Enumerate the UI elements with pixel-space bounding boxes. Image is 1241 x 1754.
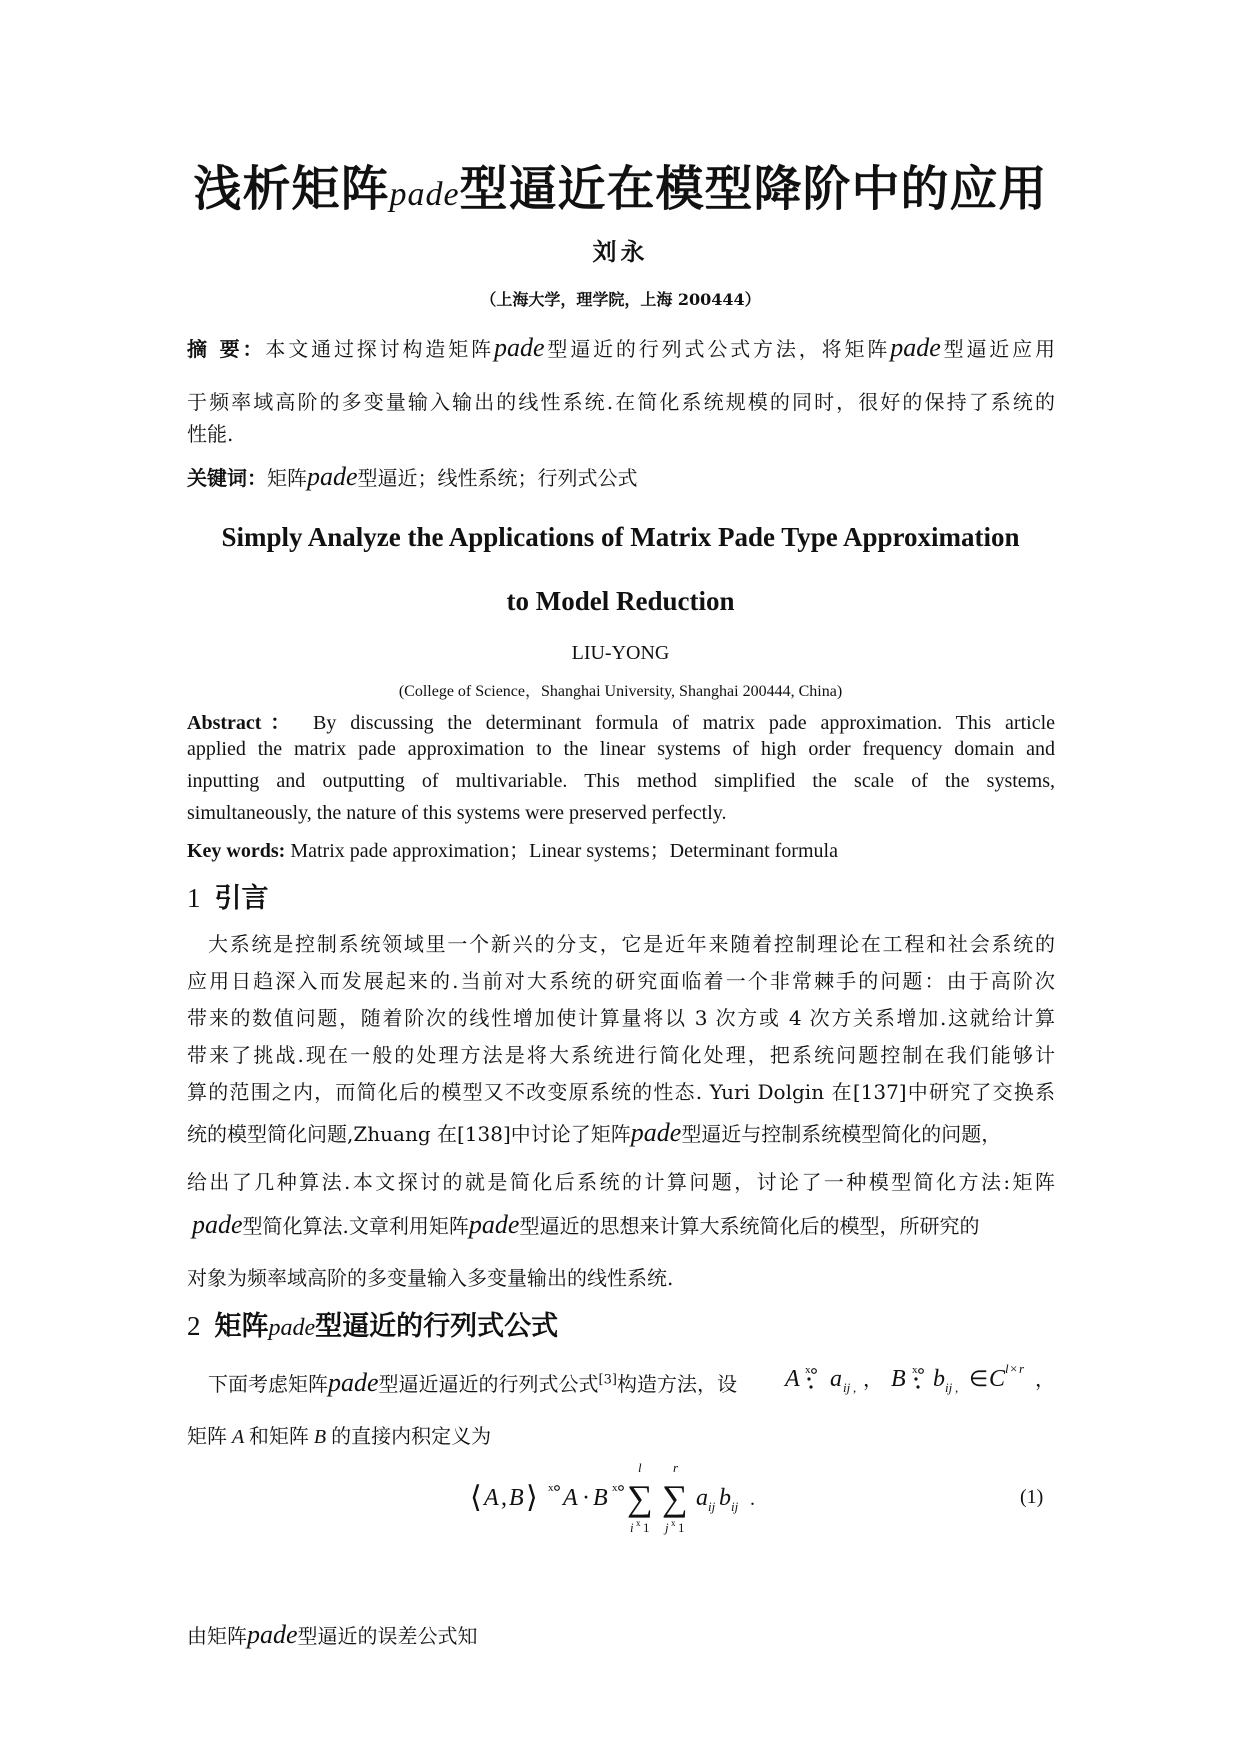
abstract-en-line4: simultaneously, the nature of this systems were preserved perfectly. bbox=[187, 802, 727, 824]
title-part2: 型逼近在模型降阶中的应用 bbox=[459, 161, 1048, 217]
section-title: 型逼近的行列式公式 bbox=[315, 1311, 559, 1342]
svg-text:，: ， bbox=[863, 1369, 883, 1391]
section1-line4: 带来了挑战.现在一般的处理方法是将大系统进行简化处理，把系统问题控制在我们能够计 bbox=[187, 1043, 1055, 1067]
section2-text: 的直接内积定义为 bbox=[331, 1424, 492, 1448]
svg-text:x: x bbox=[671, 1518, 676, 1528]
section1-text: 型简化算法.文章利用矩阵 bbox=[242, 1214, 469, 1238]
section1-line9: 对象为频率域高阶的多变量输入多变量输出的线性系统. bbox=[187, 1266, 674, 1290]
svg-text:.: . bbox=[750, 1488, 755, 1510]
section-1-heading bbox=[187, 876, 269, 915]
svg-text:B: B bbox=[593, 1485, 608, 1511]
svg-text:,: , bbox=[955, 1380, 959, 1395]
section2-text: 由矩阵 bbox=[187, 1624, 247, 1648]
abstract-cn-line1 bbox=[187, 333, 1055, 363]
paper-title-en-line1: Simply Analyze the Applications of Matrix Pade Type Approximation bbox=[221, 522, 1020, 552]
abstract-cn-line2: 于频率域高阶的多变量输入输出的线性系统.在简化系统规模的同时，很好的保持了系统的 bbox=[187, 390, 1055, 414]
svg-text:C: C bbox=[989, 1366, 1006, 1392]
svg-text:∈: ∈ bbox=[969, 1366, 989, 1391]
svg-text:ij: ij bbox=[945, 1380, 953, 1395]
pade-term: pade bbox=[268, 1315, 316, 1341]
svg-text:,: , bbox=[853, 1380, 857, 1395]
pade-term: pade bbox=[192, 1210, 243, 1239]
svg-text:x: x bbox=[805, 1364, 811, 1376]
paper-title-cn bbox=[0, 150, 1241, 219]
keywords-cn-text: 型逼近；线性系统；行列式公式 bbox=[357, 466, 638, 490]
pade-term: pade bbox=[468, 1210, 520, 1239]
title-italic: pade bbox=[389, 176, 460, 213]
section2-text: 构造方法，设 bbox=[616, 1372, 737, 1396]
keywords-cn-text: 矩阵 bbox=[267, 466, 307, 490]
svg-text:∑: ∑ bbox=[627, 1478, 653, 1518]
svg-text:a: a bbox=[830, 1366, 842, 1392]
section1-line8 bbox=[192, 1210, 979, 1240]
pade-term: pade bbox=[890, 333, 941, 362]
svg-text:B: B bbox=[891, 1366, 906, 1392]
keywords-cn-label: 关键词： bbox=[187, 466, 267, 490]
svg-text:ij: ij bbox=[731, 1499, 739, 1514]
abstract-en-label: Abstract： bbox=[187, 712, 300, 734]
svg-text:,: , bbox=[501, 1485, 507, 1511]
svg-text:1: 1 bbox=[678, 1520, 685, 1535]
svg-text:A: A bbox=[563, 1485, 578, 1511]
equation-number: (1) bbox=[1020, 1486, 1044, 1508]
title-part1: 浅析矩阵 bbox=[193, 161, 390, 217]
keywords-en bbox=[187, 834, 838, 863]
abstract-en-line1 bbox=[187, 706, 1055, 735]
affiliation-cn: （上海大学，理学院，上海 200444） bbox=[480, 290, 761, 309]
svg-text:⟨: ⟨ bbox=[470, 1481, 482, 1514]
affiliation-en: (College of Science，Shanghai University, Shanghai 200444, China) bbox=[398, 683, 843, 700]
inline-matrix-definition bbox=[783, 1356, 1058, 1400]
section1-text: 统的模型简化问题,Zhuang 在[138]中讨论了矩阵 bbox=[187, 1122, 631, 1146]
abstract-cn-line3: 性能. bbox=[187, 422, 234, 446]
section1-text: 型逼近的思想来计算大系统简化后的模型，所研究的 bbox=[519, 1214, 980, 1238]
svg-text:∑: ∑ bbox=[662, 1478, 688, 1518]
symbol-A: A bbox=[227, 1426, 249, 1448]
svg-text:b: b bbox=[719, 1485, 731, 1511]
section2-line3 bbox=[187, 1620, 478, 1650]
keywords-en-text: Matrix pade approximation；Linear systems；Determinant formula bbox=[290, 840, 838, 862]
pade-term: pade bbox=[328, 1368, 379, 1397]
keywords-cn bbox=[187, 462, 638, 492]
section-number: 1 bbox=[187, 883, 201, 913]
svg-text:x: x bbox=[912, 1364, 918, 1376]
section2-line2 bbox=[187, 1420, 491, 1449]
svg-text:B: B bbox=[509, 1485, 524, 1511]
svg-text:r: r bbox=[1019, 1361, 1025, 1376]
section1-line3: 带来的数值问题，随着阶次的线性增加使计算量将以 3 次方或 4 次方关系增加.这就给计算 bbox=[187, 1006, 1055, 1030]
svg-text:·: · bbox=[582, 1485, 590, 1511]
section2-text: 矩阵 bbox=[187, 1424, 227, 1448]
pade-term: pade bbox=[307, 462, 358, 491]
svg-text:ij: ij bbox=[708, 1499, 716, 1514]
section-2-heading bbox=[187, 1304, 558, 1343]
abstract-cn-text: 本文通过探讨构造矩阵 bbox=[265, 337, 494, 361]
abstract-en-line2: applied the matrix pade approximation to the linear systems of high order frequency domain and bbox=[187, 738, 1055, 760]
pade-term: pade bbox=[247, 1620, 298, 1649]
section1-line6 bbox=[187, 1118, 1001, 1148]
equation-1 bbox=[470, 1458, 770, 1538]
svg-text:A: A bbox=[785, 1366, 800, 1392]
svg-text:ij: ij bbox=[843, 1380, 851, 1395]
svg-text:j: j bbox=[665, 1520, 669, 1535]
svg-text:b: b bbox=[933, 1366, 945, 1392]
svg-text:⟩: ⟩ bbox=[526, 1481, 538, 1514]
section-title: 矩阵 bbox=[214, 1311, 269, 1342]
author-en: LIU-YONG bbox=[571, 642, 670, 664]
author-cn: 刘永 bbox=[592, 237, 649, 266]
abstract-cn-text: 型逼近应用 bbox=[940, 337, 1056, 361]
svg-text:l: l bbox=[638, 1460, 642, 1475]
svg-text:x: x bbox=[548, 1482, 554, 1494]
svg-text:a: a bbox=[696, 1485, 708, 1511]
svg-text:r: r bbox=[673, 1460, 679, 1475]
section2-text: 下面考虑矩阵 bbox=[208, 1372, 328, 1396]
section1-text: 型逼近与控制系统模型简化的问题， bbox=[681, 1122, 1002, 1146]
svg-text:，: ， bbox=[1035, 1369, 1055, 1391]
section1-line2: 应用日趋深入而发展起来的.当前对大系统的研究面临着一个非常棘手的问题：由于高阶次 bbox=[187, 969, 1055, 993]
pade-term: pade bbox=[493, 333, 545, 362]
section1-line7: 给出了几种算法.本文探讨的就是简化后系统的计算问题，讨论了一种模型简化方法:矩阵 bbox=[187, 1170, 1055, 1194]
abstract-cn-text: 型逼近的行列式公式方法，将矩阵 bbox=[544, 337, 891, 361]
svg-text:x: x bbox=[636, 1518, 641, 1528]
symbol-B: B bbox=[308, 1426, 332, 1448]
svg-text:1: 1 bbox=[643, 1520, 650, 1535]
section-title: 引言 bbox=[214, 883, 269, 914]
abstract-en-line3: inputting and outputting of multivariable. This method simplified the scale of the systems, bbox=[187, 770, 1055, 792]
svg-text:×: × bbox=[1010, 1361, 1018, 1376]
svg-text:i: i bbox=[630, 1520, 634, 1535]
abstract-en-text: By discussing the determinant formula of matrix pade approximation. This article bbox=[313, 712, 1056, 734]
section2-text: 型逼近逼近的行列式公式 bbox=[378, 1372, 599, 1396]
section2-text: 型逼近的误差公式知 bbox=[297, 1624, 478, 1648]
section1-line1: 大系统是控制系统领域里一个新兴的分支，它是近年来随着控制理论在工程和社会系统的 bbox=[208, 932, 1055, 956]
section2-text: 和矩阵 bbox=[248, 1424, 309, 1448]
section-number: 2 bbox=[187, 1311, 201, 1341]
pade-term: pade bbox=[630, 1118, 682, 1147]
svg-text:A: A bbox=[484, 1485, 499, 1511]
section1-line5: 算的范围之内，而简化后的模型又不改变原系统的性态. Yuri Dolgin 在[137]中研究了交换系 bbox=[187, 1080, 1055, 1104]
citation-ref: [3] bbox=[598, 1372, 617, 1388]
paper-title-en-line2: to Model Reduction bbox=[506, 586, 735, 616]
abstract-cn-label: 摘 要： bbox=[187, 337, 266, 361]
keywords-en-label: Key words: bbox=[187, 840, 286, 862]
svg-text:l: l bbox=[1005, 1361, 1009, 1376]
section2-line1 bbox=[208, 1368, 737, 1398]
svg-text:x: x bbox=[612, 1482, 618, 1494]
